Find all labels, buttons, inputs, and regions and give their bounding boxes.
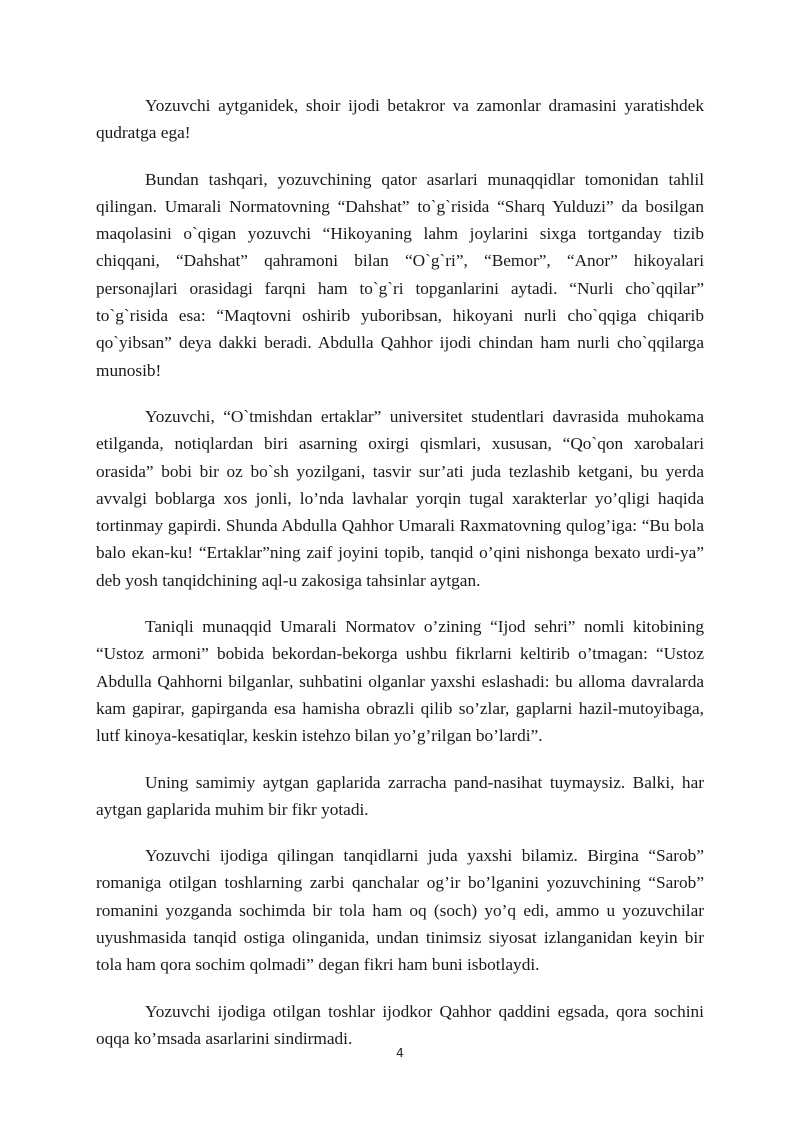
paragraph-2: Bundan tashqari, yozuvchining qator asarlari munaqqidlar tomonidan tahlil qilingan. Umarali Normatovning “Dahshat” to`g`risida “Sharq Yulduzi” da bosilgan maqolasini o`qigan yozuvchi “Hikoyaning lahm joylarini sixga tortganday tizib chiqqani, “Dahshat” qahramoni bilan “O`g`ri”, “Bemor”, “Anor” hikoyalari personajlari orasidagi farqni ham to`g`ri topganlarini aytadi. “Nurli cho`qqilar” to`g`risida esa: “Maqtovni oshirib yuboribsan, hikoyani nurli cho`qqiga chiqarib qo`yibsan” deya dakki beradi. Abdulla Qahhor ijodi chindan ham nurli cho`qqilarga munosib! bbox=[96, 169, 704, 380]
paragraph-3: Yozuvchi, “O`tmishdan ertaklar” universitet studentlari davrasida muhokama etilganda, notiqlardan biri asarning oxirgi qismlari, xususan, “Qo`qon xarobalari orasida” bobi bir oz bo`sh yozilgani, tasvir sur’ati juda tezlashib ketgani, bu yerda avvalgi boblarga xos jonli, lo’nda lavhalar yorqin tugal xarakterlar yo’qligi haqida tortinmay gapirdi. Shunda Abdulla Qahhor Umarali Raxmatovning qulog’iga: “Bu bola balo ekan-ku! “Ertaklar”ning zaif joyini topib, tanqid o’qini nishonga bexato urdi-ya” deb yosh tanqidchining aql-u zakosiga tahsinlar aytgan. bbox=[96, 406, 704, 590]
paragraph-1: Yozuvchi aytganidek, shoir ijodi betakror va zamonlar dramasini yaratishdek qudratga ega! bbox=[96, 96, 704, 143]
paragraph-5: Uning samimiy aytgan gaplarida zarracha pand-nasihat tuymaysiz. Balki, har aytgan gaplarida muhim bir fikr yotadi. bbox=[96, 772, 704, 819]
paragraph-4: Taniqli munaqqid Umarali Normatov o’zining “Ijod sehri” nomli kitobining “Ustoz armoni” bobida bekordan-bekorga ushbu fikrlarni keltirib o’tmagan: “Ustoz Abdulla Qahhorni bilganlar, suhbatini olganlar yaxshi eslashadi: bu alloma davralarda kam gapirar, gapirganda esa hamisha obrazli qilib so’zlar, gaplarni hazil-mutoyibaga, lutf kinoya-kesatiqlar, keskin istehzo bilan yo’g’rilgan bo’lardi”. bbox=[96, 617, 704, 746]
document-page bbox=[96, 92, 704, 1071]
paragraph-6: Yozuvchi ijodiga qilingan tanqidlarni juda yaxshi bilamiz. Birgina “Sarob” romaniga otilgan toshlarning zarbi qanchalar og’ir bo’lganini yozuvchining “Sarob” romanini yozganda sochimda bir tola ham oq (soch) yo’q edi, ammo u yozuvchilar uyushmasida tanqid ostiga olinganida, undan tinimsiz siyosat izlanganidan keyin bir tola ham qora sochim qolmadi” degan fikri ham buni isbotlaydi. bbox=[96, 846, 704, 975]
page-number: 4 bbox=[396, 1046, 404, 1060]
paragraph-7: Yozuvchi ijodiga otilgan toshlar ijodkor Qahhor qaddini egsada, qora sochini oqqa ko’msada asarlarini sindirmadi. bbox=[96, 1001, 704, 1048]
